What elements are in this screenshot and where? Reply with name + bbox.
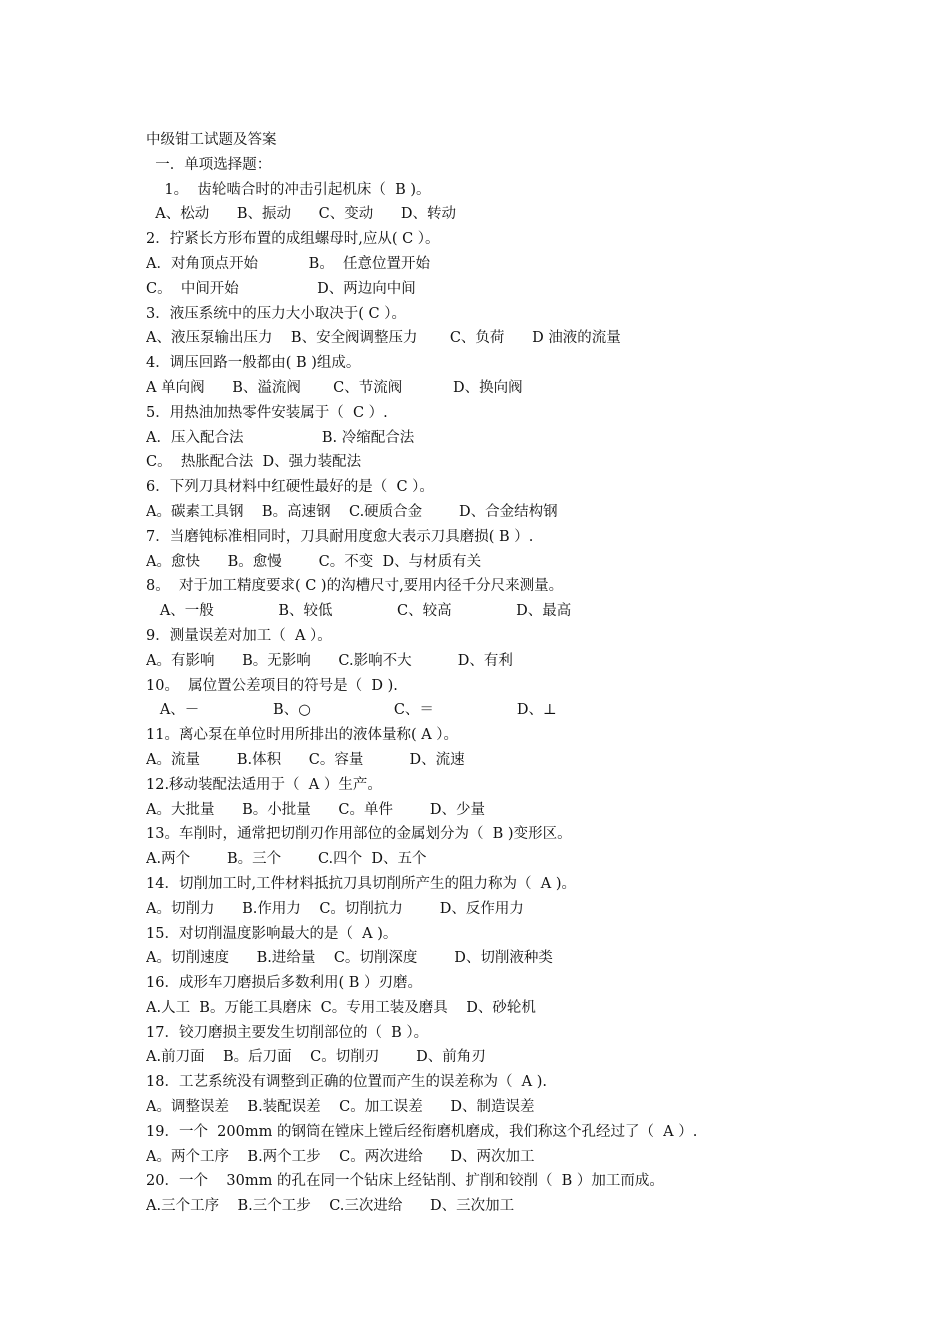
options-1: A、松动 B、振动 C、变动 D、转动 [146,206,457,223]
options-11: A。流量 B.体积 C。容量 D、流速 [146,751,465,768]
options-15: A。切削速度 B.进给量 C。切削深度 D、切削液种类 [146,950,553,967]
options-17: A.前刀面 B。后刀面 C。切削刃 D、前角刃 [146,1049,486,1066]
question-16: 16．成形车刀磨损后多数利用( B ）刃磨。 [146,975,422,992]
question-4: 4．调压回路一般都由( B )组成。 [146,355,361,372]
question-5: 5．用热油加热零件安装属于（ C ）. [146,404,388,421]
options-4: A 单向阀 B、溢流阀 C、节流阀 D、换向阀 [146,379,523,396]
options-5b: C。 热胀配合法 D、强力装配法 [146,454,362,471]
question-17: 17．铰刀磨损主要发生切削部位的（ B ）。 [146,1024,429,1041]
options-19: A。两个工序 B.两个工步 C。两次进给 D、两次加工 [146,1148,535,1165]
options-2a: A．对角顶点开始 B。 任意位置开始 [146,255,431,272]
options-5a: A．压入配合法 B. 冷缩配合法 [146,429,415,446]
question-1: 1。 齿轮啮合时的冲击引起机床（ B )。 [146,181,431,198]
options-20: A.三个工序 B.三个工步 C.三次进给 D、三次加工 [146,1198,515,1215]
question-7: 7．当磨钝标准相同时，刀具耐用度愈大表示刀具磨损( B ）. [146,528,534,545]
question-15: 15．对切削温度影响最大的是（ A )。 [146,925,398,942]
question-11: 11。离心泵在单位时用所排出的液体量称( A ）。 [146,727,459,744]
question-6: 6．下列刀具材料中红硬性最好的是（ C ）。 [146,479,434,496]
options-16: A.人工 B。万能工具磨床 C。专用工装及磨具 D、砂轮机 [146,999,536,1016]
options-7: A。愈快 B。愈慢 C。不变 D、与材质有关 [146,553,482,570]
question-2: 2．拧紧长方形布置的成组螺母时,应从( C ）。 [146,231,440,248]
options-18: A。调整误差 B.装配误差 C。加工误差 D、制造误差 [146,1099,535,1116]
options-3: A、液压泵输出压力 B、安全阀调整压力 C、负荷 D 油液的流量 [146,330,621,347]
question-8: 8。 对于加工精度要求( C )的沟槽尺寸,要用内径千分尺来测量。 [146,578,564,595]
question-14: 14．切削加工时,工件材料抵抗刀具切削所产生的阻力称为（ A )。 [146,875,577,892]
options-8: A、一般 B、较低 C、较高 D、最高 [146,603,572,620]
section-heading: 一．单项选择题： [146,156,272,173]
question-19: 19．一个 200mm 的钢筒在镗床上镗后经衔磨机磨成，我们称这个孔经过了（ A ）. [146,1123,698,1140]
question-20: 20．一个 30mm 的孔在同一个钻床上经钻削、扩削和铰削（ B ）加工而成。 [146,1173,664,1190]
document-body [146,128,846,1219]
question-10: 10。 属位置公差项目的符号是（ D ). [146,677,398,694]
question-13: 13。车削时，通常把切削刃作用部位的金属划分为（ B )变形区。 [146,826,572,843]
question-9: 9．测量误差对加工（ A ）。 [146,627,332,644]
options-6: A。碳素工具钢 B。高速钢 C.硬质合金 D、合金结构钢 [146,503,558,520]
options-9: A。有影响 B。无影响 C.影响不大 D、有利 [146,652,513,669]
question-3: 3．液压系统中的压力大小取决于( C ）。 [146,305,406,322]
options-10: A、－ B、○ C、＝ D、⊥ [146,702,557,719]
document-title: 中级钳工试题及答案 [146,132,277,148]
question-18: 18．工艺系统没有调整到正确的位置而产生的误差称为（ A ). [146,1074,548,1091]
options-14: A。切削力 B.作用力 C。切削抗力 D、反作用力 [146,900,524,917]
options-12: A。大批量 B。小批量 C。单件 D、少量 [146,801,486,818]
options-2b: C。 中间开始 D、两边向中间 [146,280,416,297]
question-12: 12.移动装配法适用于（ A ）生产。 [146,776,382,793]
options-13: A.两个 B。三个 C.四个 D、五个 [146,851,427,868]
